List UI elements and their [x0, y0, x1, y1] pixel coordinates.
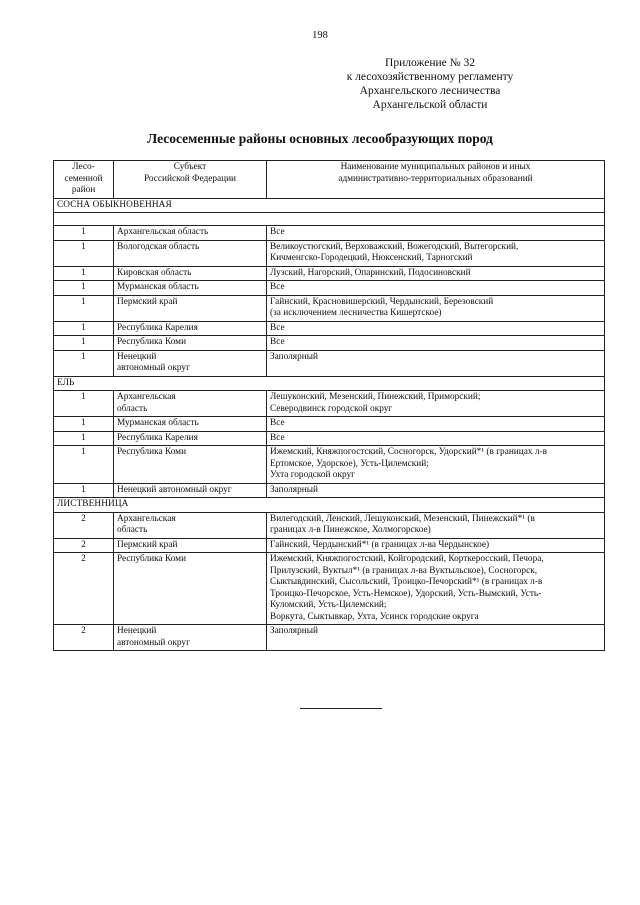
- subject-cell: Ненецкий автономный округ: [114, 625, 267, 651]
- areas-cell: Лузский, Нагорский, Опаринский, Подосиновский: [267, 266, 605, 281]
- table-row: [54, 446, 605, 484]
- table-row: [54, 553, 605, 625]
- areas-cell: Все: [267, 321, 605, 336]
- subject-cell: Архангельская область: [114, 512, 267, 538]
- subject-cell: Архангельская область: [114, 391, 267, 417]
- subject-cell: Республика Карелия: [114, 431, 267, 446]
- table-row: [54, 431, 605, 446]
- district-cell: 1: [54, 336, 114, 351]
- areas-cell: Заполярный: [267, 625, 605, 651]
- areas-cell: Все: [267, 281, 605, 296]
- table-body: [54, 161, 605, 651]
- areas-cell: Ижемский, Княжпогостский, Койгородский, Корткеросский, Печора, Прилузский, Вуктыл*¹ (в границах л-ва Вуктыльское), Сосногорск, Сыктывдинский, Сысольский, Троицко-Печорский*¹ (в границах л-в Троицко-Печорское, Усть-Немское), Удорский, Усть-Вымский, Усть- Куломский, Усть-Цилемский; Воркута, Сыктывкар, Ухта, Усинск городские округа: [267, 553, 605, 625]
- district-cell: 1: [54, 417, 114, 432]
- district-cell: 2: [54, 553, 114, 625]
- subject-cell: Мурманская область: [114, 281, 267, 296]
- section-title: ЕЛЬ: [54, 376, 605, 391]
- district-cell: 1: [54, 295, 114, 321]
- district-cell: 1: [54, 240, 114, 266]
- subject-cell: Пермский край: [114, 295, 267, 321]
- subject-cell: Республика Коми: [114, 553, 267, 625]
- section-row: [54, 376, 605, 391]
- areas-cell: Вилегодский, Ленский, Лешуконский, Мезенский, Пинежский*¹ (в границах л-в Пинежское, Холмогорское): [267, 512, 605, 538]
- header-subject: Субъект Российской Федерации: [114, 161, 267, 199]
- table-row: [54, 417, 605, 432]
- section-title: СОСНА ОБЫКНОВЕННАЯ: [54, 198, 605, 213]
- subject-cell: Пермский край: [114, 538, 267, 553]
- section-row: [54, 498, 605, 513]
- district-cell: 1: [54, 281, 114, 296]
- header-areas: Наименование муниципальных районов и иных административно-территориальных образований: [267, 161, 605, 199]
- table-row: [54, 538, 605, 553]
- table-row: [54, 391, 605, 417]
- table-row: [54, 321, 605, 336]
- section-spacer-row: [54, 213, 605, 226]
- appendix-line: Архангельского лесничества: [359, 85, 501, 97]
- district-cell: 1: [54, 350, 114, 376]
- district-cell: 1: [54, 321, 114, 336]
- subject-cell: Республика Карелия: [114, 321, 267, 336]
- table-row: [54, 281, 605, 296]
- district-cell: 1: [54, 446, 114, 484]
- header-district: Лесо- семенной район: [54, 161, 114, 199]
- document-title: Лесосеменные районы основных лесообразующих пород: [147, 131, 493, 146]
- table-row: [54, 512, 605, 538]
- district-cell: 1: [54, 266, 114, 281]
- subject-cell: Ненецкий автономный округ: [114, 350, 267, 376]
- subject-cell: Ненецкий автономный округ: [114, 483, 267, 498]
- section-title: ЛИСТВЕННИЦА: [54, 498, 605, 513]
- district-cell: 1: [54, 391, 114, 417]
- areas-cell: Все: [267, 336, 605, 351]
- areas-cell: Все: [267, 417, 605, 432]
- areas-cell: Лешуконский, Мезенский, Пинежский, Приморский; Северодвинск городской округ: [267, 391, 605, 417]
- areas-cell: Гайнский, Чердынский*¹ (в границах л-ва Чердынское): [267, 538, 605, 553]
- page-number: 198: [312, 30, 328, 41]
- table-row: [54, 266, 605, 281]
- district-cell: 2: [54, 538, 114, 553]
- district-cell: 1: [54, 431, 114, 446]
- appendix-block: [300, 56, 560, 112]
- subject-cell: Архангельская область: [114, 226, 267, 241]
- table-row: [54, 295, 605, 321]
- seed-zones-table: [53, 160, 605, 651]
- appendix-line: Архангельской области: [372, 99, 488, 111]
- district-cell: 1: [54, 226, 114, 241]
- areas-cell: Гайнский, Красновишерский, Чердынский, Березовский (за исключением лесничества Кишертское): [267, 295, 605, 321]
- table-row: [54, 625, 605, 651]
- areas-cell: Все: [267, 226, 605, 241]
- areas-cell: Заполярный: [267, 483, 605, 498]
- areas-cell: Великоустюгский, Верховажский, Вожегодский, Вытегорский, Кичменгско-Городецкий, Нюксенский, Тарногский: [267, 240, 605, 266]
- footer-divider: [300, 708, 382, 709]
- areas-cell: Ижемский, Княжпогостский, Сосногорск, Удорский*¹ (в границах л-в Ертомское, Удорское), Усть-Цилемский; Ухта городской округ: [267, 446, 605, 484]
- subject-cell: Республика Коми: [114, 336, 267, 351]
- district-cell: 2: [54, 512, 114, 538]
- table-row: [54, 240, 605, 266]
- table-row: [54, 226, 605, 241]
- table-row: [54, 483, 605, 498]
- table-header-row: [54, 161, 605, 199]
- section-spacer: [54, 213, 605, 226]
- district-cell: 1: [54, 483, 114, 498]
- table-row: [54, 350, 605, 376]
- areas-cell: Все: [267, 431, 605, 446]
- district-cell: 2: [54, 625, 114, 651]
- subject-cell: Кировская область: [114, 266, 267, 281]
- appendix-line: к лесохозяйственному регламенту: [346, 71, 514, 83]
- section-row: [54, 198, 605, 213]
- subject-cell: Вологодская область: [114, 240, 267, 266]
- subject-cell: Республика Коми: [114, 446, 267, 484]
- subject-cell: Мурманская область: [114, 417, 267, 432]
- table-row: [54, 336, 605, 351]
- appendix-line: Приложение № 32: [385, 57, 475, 69]
- areas-cell: Заполярный: [267, 350, 605, 376]
